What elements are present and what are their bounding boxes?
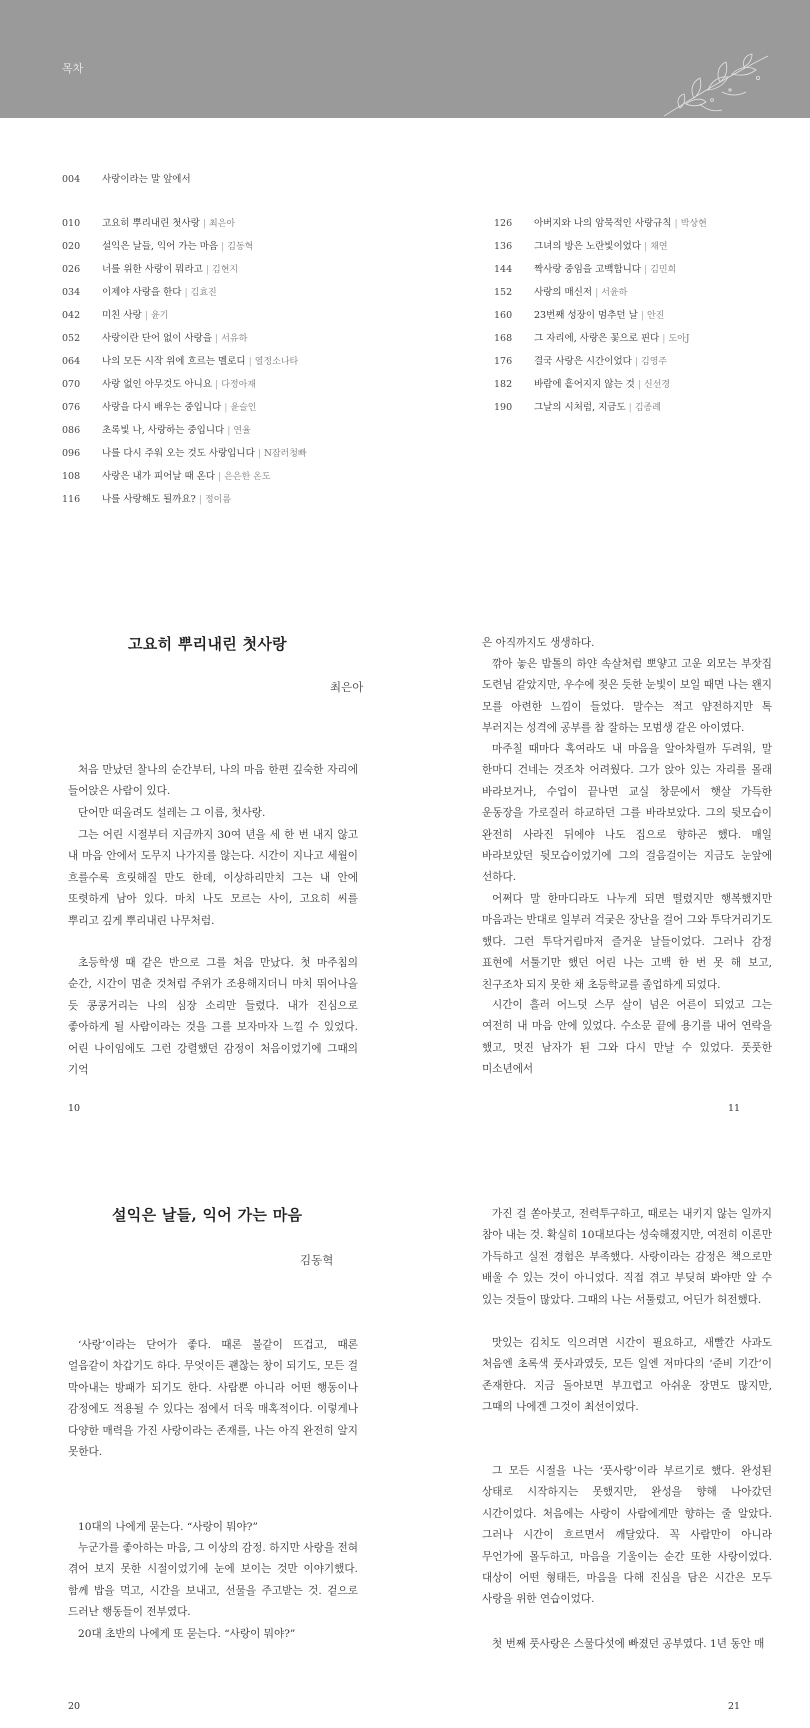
toc-entry[interactable] (494, 310, 664, 322)
page-number: 21 (728, 1701, 741, 1712)
toc-title: 그녀의 방은 노란빛이었다 (534, 241, 641, 252)
toc-page-number: 176 (494, 356, 513, 367)
toc-page-number: 136 (494, 241, 513, 252)
toc-title: 사랑을 다시 배우는 중입니다 (102, 402, 222, 413)
toc-title: 그날의 시처럼, 지금도 (534, 402, 626, 413)
toc-separator: | (637, 379, 642, 390)
toc-title: 사랑 없인 아무것도 아니요 (102, 379, 213, 390)
body-paragraph: 가진 걸 쏟아붓고, 전력투구하고, 때로는 내키지 않는 일까지 참아 내는 것. 확실히 10대보다는 성숙해졌지만, 여전히 이론만 가득하고 실전 경험은 부족했다. 사랑이라는 감정은 책으로만 배울 수 있는 것이 아니었다. 직접 겪고 부딪혀 봐야만 알 수 있는 것들이 많았다. 그때의 나는 서툴렀고, 어딘가 허전했다. (482, 1208, 772, 1306)
toc-author: 서유하 (221, 334, 248, 344)
toc-separator: | (215, 379, 219, 390)
toc-separator: | (644, 241, 648, 252)
toc-title: 짝사랑 중임을 고백합니다 (534, 264, 641, 275)
page-number: 11 (728, 1103, 741, 1114)
toc-entry[interactable] (62, 287, 217, 299)
body-paragraph: 어쩌다 말 한마디라도 나누게 되면 떨렸지만 행복했지만 마음과는 반대로 일부러 걱궂은 장난을 걸어 그와 투닥거리기도 했다. 그런 투닥거림마저 즐거운 날들이었다. 그러나 감정 표현에 서툴기만 했던 어린 나는 고백 한 번 못 해 보고, 친구조차 되지 못한 채 초등학교를 졸업하게 되었다. (482, 893, 772, 991)
toc-title: 고요히 뿌리내린 첫사랑 (102, 218, 200, 229)
toc-author: 정이름 (204, 495, 232, 505)
toc-page-number: 086 (62, 425, 81, 436)
toc-page-number: 076 (62, 402, 81, 413)
toc-author: 최은아 (209, 219, 236, 229)
body-paragraph: 처음 만났던 찰나의 순간부터, 나의 마음 한편 깊숙한 자리에 들어앉은 사람이 있다. (68, 764, 358, 798)
toc-author: 김영주 (641, 357, 668, 367)
body-paragraph: ‘사랑’이라는 단어가 좋다. 때론 불같이 뜨겁고, 때론 얼음같이 차갑기도 하다. 무엇이든 괜찮는 창이 되기도, 모든 걸 막아내는 방패가 되기도 한다. 사람뿐 아니라 어떤 행동이나 감정에도 적용될 수 있다는 점에서 더욱 매혹적이다. 이렇게나 다양한 매력을 가진 사랑이라는 존재를, 나는 아직 완전히 알지 못한다. (68, 1339, 358, 1459)
toc-author: 채연 (650, 242, 668, 252)
toc-author: 윤기 (150, 311, 169, 321)
toc-entry[interactable] (62, 471, 271, 483)
toc-entry[interactable] (62, 264, 238, 276)
toc-page-number: 070 (62, 379, 81, 390)
toc-entry[interactable] (494, 402, 661, 414)
body-paragraph: 은 아직까지도 생생하다. (482, 637, 595, 649)
toc-author: 안진 (646, 311, 665, 321)
body-paragraph: 그는 어린 시절부터 지금까지 30여 년을 세 한 번 내지 않고 내 마음 안에서 도무지 나가지를 않는다. 시간이 지나고 세월이 흐를수록 흐릿해질 만도 한데, 이상하리만치 그는 내 안에 또렷하게 남아 있다. 마치 나도 모르는 사이, 고요히 씨를 뿌리고 깊게 뿌리내린 나무처럼. (68, 829, 358, 927)
toc-page-number: 052 (62, 333, 81, 344)
essay-title: 설익은 날들, 익어 가는 마음 (112, 1206, 303, 1224)
toc-separator: | (628, 402, 632, 413)
page-number: 20 (68, 1701, 81, 1712)
toc-author: 김종례 (634, 403, 661, 413)
toc-entry[interactable] (494, 218, 707, 230)
toc-author: 은은한 온도 (224, 472, 271, 482)
toc-page-number: 116 (62, 494, 81, 505)
toc-entry[interactable] (494, 379, 670, 391)
toc-page-number: 108 (62, 471, 81, 482)
toc-separator: | (205, 264, 210, 275)
toc-entry[interactable] (62, 356, 298, 368)
toc-author: 김민희 (650, 265, 677, 275)
toc-separator: | (644, 264, 648, 275)
toc-separator: | (674, 218, 678, 229)
body-paragraph: 10대의 나에게 묻는다. “사랑이 뭐야?” (78, 1521, 258, 1533)
toc-title: 사랑이란 단어 없이 사랑을 (102, 333, 213, 344)
toc-page-number: 042 (62, 310, 81, 321)
toc-title: 나의 모든 시작 위에 흐르는 멜로디 (102, 356, 246, 367)
toc-page-number: 020 (62, 241, 81, 252)
toc-page-number: 026 (62, 264, 81, 275)
toc-author: 서윤하 (601, 288, 628, 298)
toc-author: 김현지 (212, 265, 239, 275)
toc-author: 김동혁 (227, 242, 254, 252)
toc-title: 나를 사랑해도 될까요? (102, 494, 196, 505)
toc-separator: | (640, 310, 644, 321)
toc-entry[interactable] (62, 174, 191, 186)
toc-separator: | (227, 425, 231, 436)
toc-page-number: 144 (494, 264, 513, 275)
toc-author: 열정소나타 (254, 357, 299, 367)
toc-entry[interactable] (62, 379, 256, 391)
toc-author: 김효진 (190, 288, 217, 298)
toc-entry[interactable] (62, 333, 247, 345)
header-band (0, 0, 810, 118)
toc-page-number: 034 (62, 287, 81, 298)
toc-title: 설익은 날들, 익어 가는 마음 (102, 241, 219, 252)
toc-separator: | (184, 287, 188, 298)
toc-title: 초록빛 나, 사랑하는 중입니다 (102, 425, 225, 436)
toc-entry[interactable] (494, 287, 627, 299)
toc-entry[interactable] (494, 241, 668, 253)
toc-author: N잡러청빠 (263, 449, 307, 459)
floral-branch-icon (660, 52, 770, 118)
toc-title: 사랑이라는 말 앞에서 (102, 174, 191, 185)
toc-page-number: 190 (494, 402, 513, 413)
toc-title: 이제야 사랑을 한다 (102, 287, 182, 298)
body-paragraph: 시간이 흘러 어느덧 스무 살이 넘은 어른이 되었고 그는 여전히 내 마음 안에 있었다. 수소문 끝에 용기를 내어 연락을 했고, 멋진 남자가 된 그와 다시 만날 수 있었다. 풋풋한 미소년에서 (482, 999, 772, 1076)
toc-entry[interactable] (62, 241, 253, 253)
toc-title: 나를 다시 주워 오는 것도 사랑입니다 (102, 448, 255, 459)
toc-separator: | (224, 402, 228, 413)
toc-separator: | (221, 241, 225, 252)
toc-page-number: 160 (494, 310, 513, 321)
body-paragraph: 마주칠 때마다 혹여라도 내 마음을 알아차릴까 두려워, 말 한마디 건네는 것조차 어려웠다. 그가 앉아 있는 자리를 몰래 바라보거나, 수업이 끝나면 교실 창문에서 햇살 가득한 운동장을 가로질러 하교하던 그를 바라보았다. 그의 뒷모습이 완전히 사라진 뒤에야 나도 집으로 향하곤 했다. 매일 바라보았던 뒷모습이었기에 그의 걸음걸이는 지금도 눈앞에 선하다. (482, 743, 772, 884)
toc-author: 도아J (668, 334, 690, 344)
body-paragraph: 초등학생 때 같은 반으로 그를 처음 만났다. 첫 마주침의 순간, 시간이 멈춘 것처럼 주위가 조용해지더니 마치 뛰어나올 듯 콩콩거리는 나의 심장 소리만 들렸다. 내가 진심으로 좋아하게 될 사람이라는 것을 그를 보자마자 느낄 수 있었다. 어린 나이임에도 그런 강렬했던 감정이 처음이었기에 그때의 기억 (68, 957, 358, 1077)
toc-page-number: 010 (62, 218, 81, 229)
body-paragraph: 맛있는 김치도 익으려면 시간이 필요하고, 새빨간 사과도 처음엔 초록색 풋사과였듯, 모든 일엔 저마다의 ‘준비 기간’이 존재한다. 지금 돌아보면 부끄럽고 아쉬운 장면도 많지만, 그때의 나에겐 그것이 최선이었다. (482, 1337, 772, 1414)
toc-page-number: 064 (62, 356, 81, 367)
toc-separator: | (202, 218, 207, 229)
essay-title: 고요히 뿌리내린 첫사랑 (128, 635, 287, 653)
toc-separator: | (248, 356, 252, 367)
toc-separator: | (595, 287, 599, 298)
toc-title: 미친 사랑 (102, 310, 142, 321)
toc-author: 박상현 (680, 219, 707, 229)
toc-entry[interactable] (62, 310, 168, 322)
toc-separator: | (198, 494, 202, 505)
toc-title: 그 자리에, 사랑은 꽃으로 핀다 (534, 333, 660, 344)
toc-title: 결국 사랑은 시간이었다 (534, 356, 632, 367)
toc-title: 사랑은 내가 피어날 때 온다 (102, 471, 216, 482)
body-paragraph: 그 모든 시절을 나는 ‘풋사랑’이라 부르기로 했다. 완성된 상태로 시작하지는 못했지만, 완성을 향해 나아갔던 시간이었다. 처음에는 사랑이 사람에게만 향하는 줄 알았다. 그러나 시간이 흐르면서 깨달았다. 꼭 사람만이 아니라 무언가에 몰두하고, 마음을 기울이는 순간 또한 사랑이었다. 대상이 어떤 형태든, 마음을 다해 진심을 담은 시간은 모두 사랑을 위한 연습이었다. (482, 1465, 772, 1606)
body-paragraph: 단어만 떠올려도 설레는 그 이름, 첫사랑. (78, 807, 266, 819)
essay-author: 김동혁 (300, 1253, 334, 1267)
toc-title: 23번째 성장이 멈추던 날 (534, 310, 638, 321)
toc-entry[interactable] (62, 494, 231, 506)
page-number: 10 (68, 1103, 81, 1114)
toc-page-number: 182 (494, 379, 513, 390)
body-paragraph: 20대 초반의 나에게 또 묻는다. “사랑이 뭐야?” (78, 1628, 296, 1640)
toc-separator: | (634, 356, 639, 367)
toc-author: 연율 (233, 426, 251, 436)
toc-entry[interactable] (62, 218, 235, 230)
body-paragraph: 깎아 놓은 밤톨의 하얀 속살처럼 뽀얗고 고운 외모는 부잣집 도련님 같았지만, 우수에 젖은 듯한 눈빛이 보일 때면 나는 왠지 모를 아련한 느낌이 들었다. 말수는 적고 얌전하지만 톡 부러지는 성격에 공부를 참 잘하는 모범생 같은 아이였다. (482, 658, 772, 735)
toc-page-number: 004 (62, 174, 81, 185)
toc-entry[interactable] (494, 264, 676, 276)
toc-author: 다정아재 (221, 380, 256, 390)
toc-separator: | (218, 471, 222, 482)
toc-separator: | (662, 333, 666, 344)
toc-title: 아버지와 나의 암묵적인 사랑규칙 (534, 218, 672, 229)
toc-page-number: 168 (494, 333, 513, 344)
toc-entry[interactable] (494, 333, 689, 345)
toc-entry[interactable] (62, 402, 256, 414)
toc-entry[interactable] (62, 448, 307, 460)
body-paragraph: 누군가를 좋아하는 마음, 그 이상의 감정. 하지만 사랑을 전혀 겪어 보지 못한 시절이었기에 눈에 보이는 것만 이야기했다. 함께 밥을 먹고, 시간을 보내고, 선물을 주고받는 것. 겉으로 드러난 행동들이 전부였다. (68, 1542, 358, 1619)
essay-author: 최은아 (330, 680, 364, 694)
toc-entry[interactable] (62, 425, 251, 437)
toc-author: 신선경 (644, 380, 671, 390)
toc-page-number: 126 (494, 218, 513, 229)
toc-author: 윤슬인 (230, 403, 257, 413)
toc-separator: | (215, 333, 219, 344)
toc-entry[interactable] (494, 356, 667, 368)
toc-separator: | (144, 310, 148, 321)
toc-page-number: 152 (494, 287, 513, 298)
toc-title: 사랑의 매신저 (534, 287, 593, 298)
toc-page-number: 096 (62, 448, 81, 459)
toc-title: 너를 위한 사랑이 뭐라고 (102, 264, 203, 275)
body-paragraph: 첫 번째 풋사랑은 스물다섯에 빠졌던 공부였다. 1년 동안 매 (492, 1638, 765, 1650)
header-label: 목차 (62, 62, 84, 75)
toc-separator: | (257, 448, 261, 459)
toc-title: 바람에 흩어지지 않는 것 (534, 379, 635, 390)
